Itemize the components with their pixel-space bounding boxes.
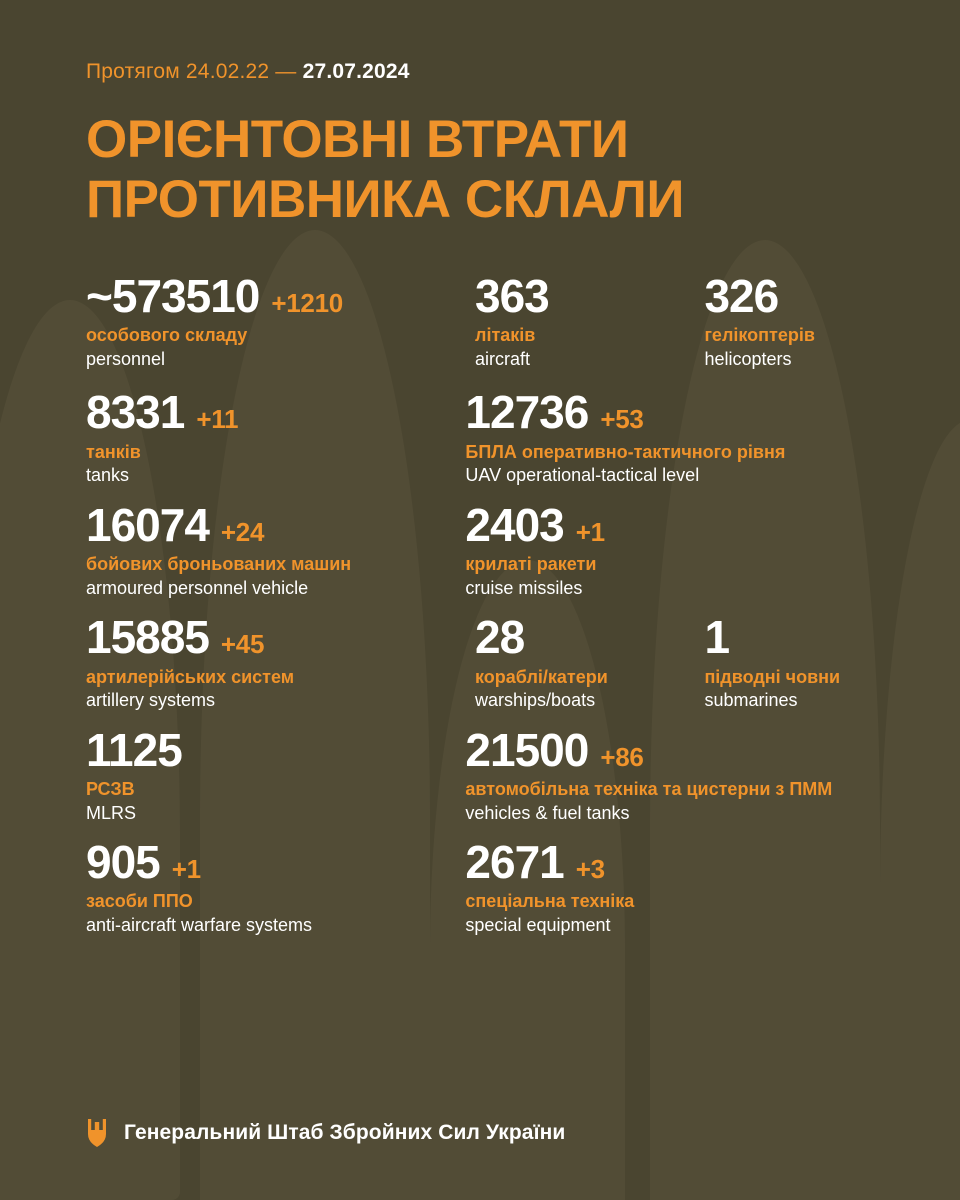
stat-label-ua: РСЗВ [86, 778, 135, 799]
stat-row [86, 388, 874, 486]
stat-delta: +3 [575, 854, 605, 885]
period-line [86, 0, 874, 84]
stat-label-en: MLRS [86, 802, 137, 823]
stat-value: 2671 [465, 836, 564, 889]
stat-value: 15885 [86, 611, 209, 664]
stat-row [86, 269, 874, 370]
stat-label-en: vehicles & fuel tanks [465, 802, 630, 823]
stat-label-ua: гелікоптерів [704, 325, 815, 346]
stat-label-en: special equipment [465, 915, 611, 936]
stat-row [86, 723, 874, 824]
period-date: 27.07.2024 [302, 60, 410, 83]
stat-value-line [704, 269, 874, 322]
stat-cruise-missiles [465, 498, 874, 599]
period-prefix: Протягом 24.02.22 — [86, 60, 297, 83]
stat-row [86, 498, 874, 599]
headline-line-2: ПРОТИВНИКА СКЛАЛИ [86, 169, 684, 229]
stat-value: 905 [86, 836, 160, 889]
stat-uav [465, 388, 874, 486]
stat-value-line [86, 498, 465, 551]
stat-value-line [86, 836, 465, 889]
stat-label-en: tanks [86, 465, 130, 486]
stat-anti-aircraft [86, 838, 465, 936]
stat-row [86, 838, 874, 936]
stat-vehicles-fuel-tanks [465, 723, 874, 824]
stat-row [86, 613, 874, 711]
stat-value-line [475, 611, 704, 664]
stat-tanks [86, 388, 465, 486]
stat-label-ua: БПЛА оперативно-тактичного рівня [465, 441, 786, 462]
stat-delta: +24 [220, 516, 265, 547]
stat-value: 8331 [86, 386, 185, 439]
stat-label-ua: танків [86, 441, 141, 462]
stat-armoured-vehicles [86, 498, 465, 599]
stat-delta: +1 [575, 516, 605, 547]
stat-label-ua: літаків [475, 325, 536, 346]
stat-value-line [86, 723, 465, 776]
stat-value: 12736 [465, 386, 589, 439]
stat-delta: +1 [171, 854, 201, 885]
stat-mlrs [86, 723, 465, 824]
stat-value-line [86, 611, 475, 664]
stat-label-ua: автомобільна техніка та цистерни з ПММ [465, 778, 833, 799]
trident-icon [86, 1118, 108, 1148]
stat-value-line [86, 269, 475, 322]
footer [86, 1118, 565, 1148]
stat-delta: +86 [600, 741, 644, 772]
stat-label-ua: крилаті ракети [465, 554, 597, 575]
stat-delta: +45 [220, 629, 265, 660]
stat-helicopters [704, 269, 874, 370]
stat-label-en: armoured personnel vehicle [86, 577, 309, 598]
stat-label-ua: особового складу [86, 325, 248, 346]
stat-value-line [465, 498, 874, 551]
stat-value-line [465, 836, 874, 889]
stat-label-ua: бойових броньованих машин [86, 554, 352, 575]
stat-value: 326 [704, 269, 779, 322]
stat-label-en: cruise missiles [465, 577, 583, 598]
stat-value: 16074 [86, 498, 209, 551]
stat-special-equipment [465, 838, 874, 936]
stat-label-en: anti-aircraft warfare systems [86, 915, 313, 936]
footer-text: Генеральний Штаб Збройних Сил України [124, 1121, 566, 1144]
stat-label-en: helicopters [704, 348, 792, 369]
stat-value: 2403 [465, 498, 564, 551]
stat-personnel [86, 269, 475, 370]
stat-label-ua: підводні човни [704, 666, 841, 687]
stat-label-en: artillery systems [86, 690, 216, 711]
stat-submarines [704, 613, 874, 711]
stat-value: 28 [475, 611, 525, 664]
stat-label-ua: кораблі/катери [475, 666, 608, 687]
stat-label-en: UAV operational-tactical level [465, 465, 700, 486]
stat-value: ~573510 [86, 269, 260, 322]
stat-aircraft [475, 269, 704, 370]
stat-value: 21500 [465, 723, 589, 776]
stat-delta: +1210 [271, 287, 343, 318]
statistics-grid [86, 269, 874, 937]
stat-label-ua: спеціальна техніка [465, 891, 635, 912]
stat-value-line [475, 269, 704, 322]
stat-artillery [86, 613, 475, 711]
stat-label-ua: засоби ППО [86, 891, 193, 912]
page-title [86, 110, 874, 230]
stat-label-en: personnel [86, 348, 166, 369]
stat-value: 1 [704, 611, 730, 664]
stat-warships [475, 613, 704, 711]
stat-label-en: warships/boats [475, 690, 596, 711]
headline-line-1: ОРІЄНТОВНІ ВТРАТИ [86, 110, 629, 169]
stat-value: 363 [475, 269, 549, 322]
stat-label-en: aircraft [475, 348, 531, 369]
stat-value-line [465, 386, 874, 439]
stat-label-en: submarines [704, 690, 798, 711]
stat-delta: +53 [600, 404, 644, 435]
stat-delta: +11 [196, 404, 239, 435]
stat-value: 1125 [86, 723, 182, 776]
stat-label-ua: артилерійських систем [86, 666, 295, 687]
stat-value-line [465, 723, 874, 776]
stat-value-line [86, 386, 465, 439]
stat-value-line [704, 611, 874, 664]
